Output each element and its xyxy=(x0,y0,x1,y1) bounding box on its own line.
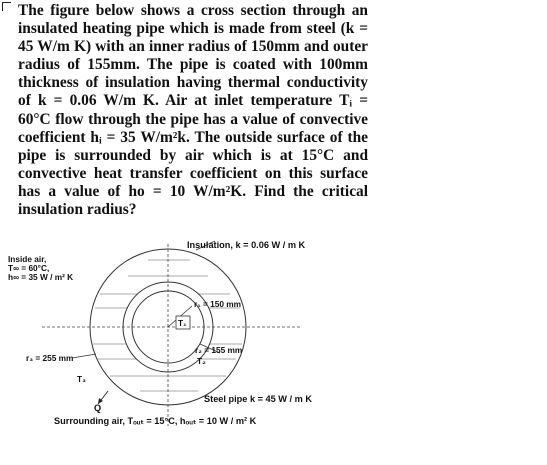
heat-flow-label: Q xyxy=(94,403,102,413)
problem-statement xyxy=(18,2,368,219)
t2-label: T₂ xyxy=(197,356,206,366)
inside-air-title: Inside air, xyxy=(8,254,47,264)
r2-label: r₂ = 155 mm xyxy=(195,345,243,355)
insulation-label: Insulation, k = 0.06 W / m K xyxy=(187,240,306,250)
r3-label: r₃ = 255 mm xyxy=(26,353,74,363)
r1-label: r₁ = 150 mm xyxy=(194,299,242,309)
problem-text: The figure below shows a cross section through an insulated heating pipe which is made from steel (k = 45 W/m K) with an inner radius of 150mm and outer radius of 155mm. The pipe is coated with 100mm thickness of insulation having thermal conductivity of k = 0.06 W/m K. Air at inlet temperature Tᵢ = 60°C flow through the pipe has a value of convective coefficient hᵢ = 35 W/m²k. The outside surface of the pipe is surrounded by air which is at 15°C and convective heat transfer coefficient on this surface has a value of ho = 10 W/m²K. Find the critical insulation radius? xyxy=(18,2,368,219)
t3-label: T₃ xyxy=(77,374,86,384)
pipe-diagram xyxy=(0,236,547,465)
t1-label: T₁ xyxy=(178,318,187,328)
surrounding-air-label: Surrounding air, Tₒᵤₜ = 15°C, hₒᵤₜ = 10 W / m² K xyxy=(54,416,257,426)
r3-leader xyxy=(72,354,96,358)
corner-marker xyxy=(2,2,11,11)
pipe-cross-section-figure xyxy=(0,236,547,465)
inside-air-coefficient: h∞ = 35 W / m² K xyxy=(8,272,74,282)
inside-air-temperature: T∞ = 60°C, xyxy=(8,263,50,273)
steel-pipe-label: Steel pipe k = 45 W / m K xyxy=(204,394,312,404)
